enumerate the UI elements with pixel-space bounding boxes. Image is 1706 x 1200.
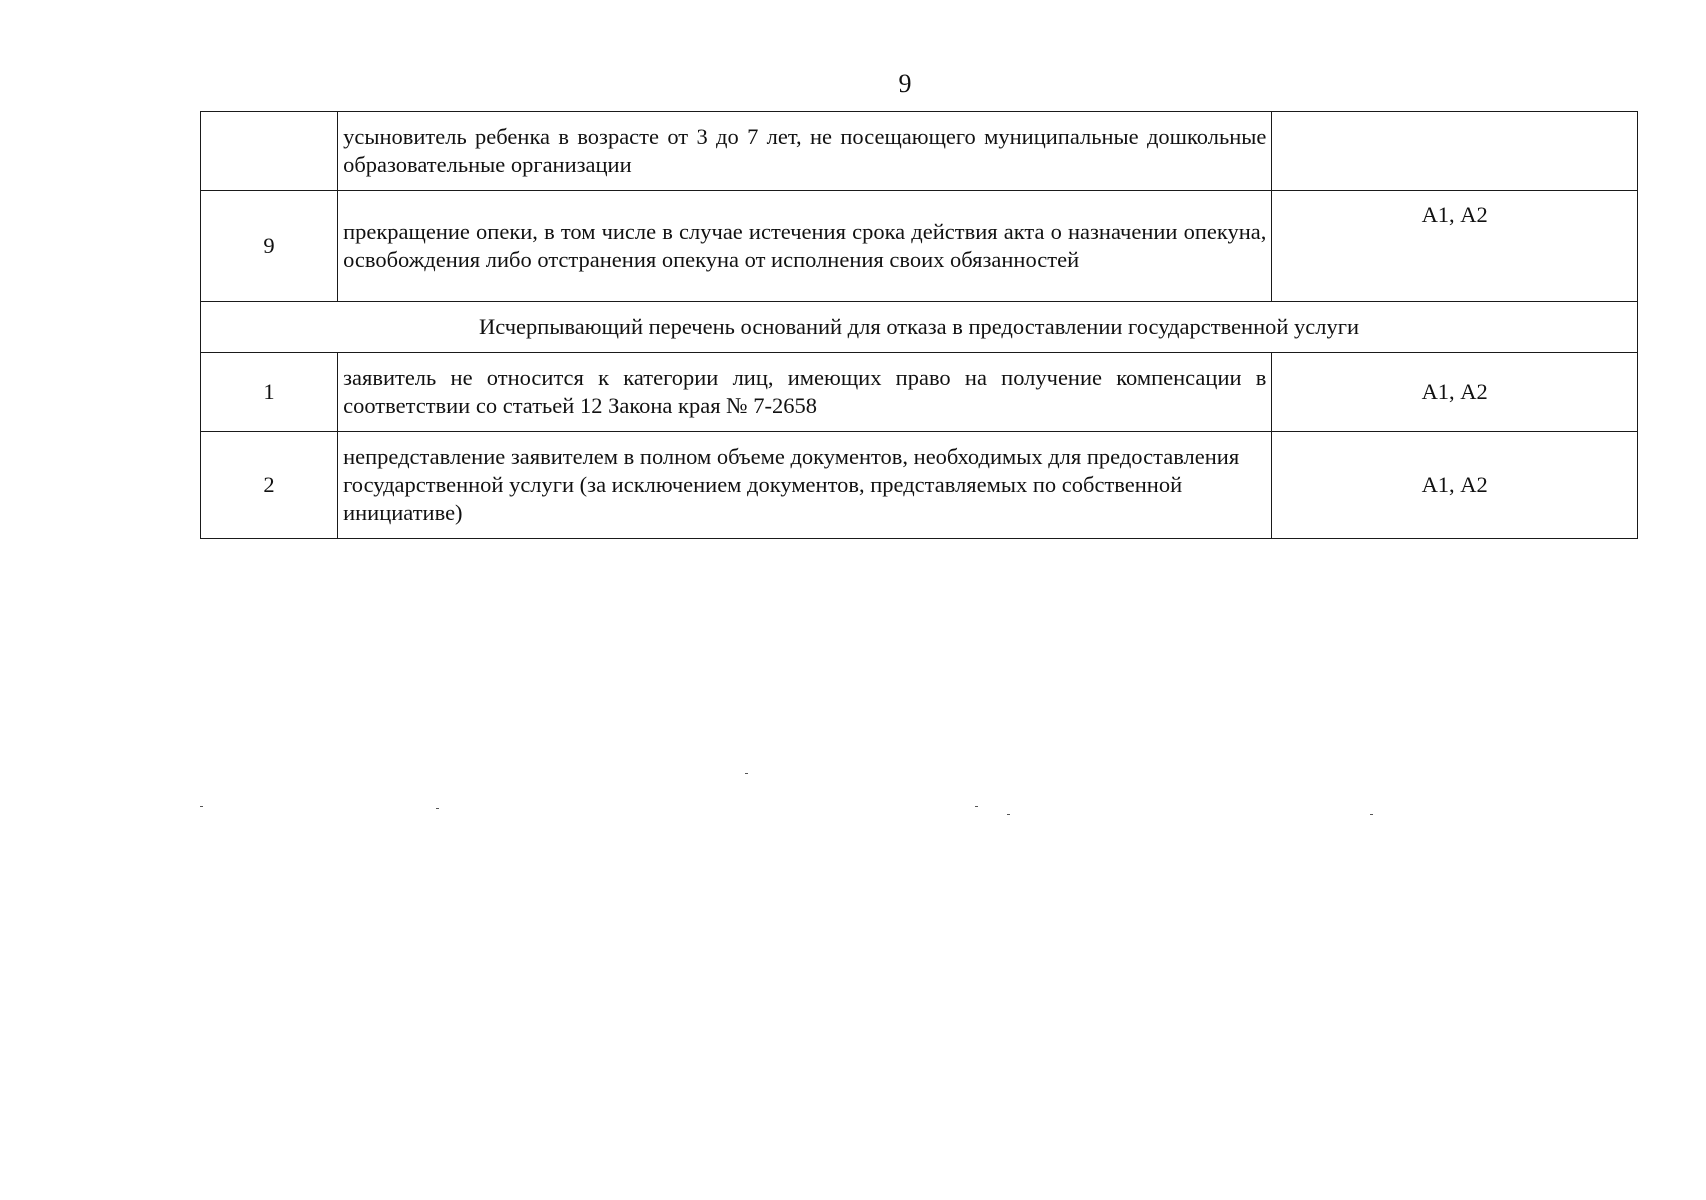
row-number (201, 112, 338, 191)
row-description: непредставление заявителем в полном объеме документов, необходимых для предоставления государственной услуги (за исключением документов, представляемых по собственной инициативе) (338, 432, 1272, 539)
row-number: 1 (201, 353, 338, 432)
page-number: 9 (898, 69, 912, 98)
row-description: усыновитель ребенка в возрасте от 3 до 7 лет, не посещающего муниципальные дошкольные образовательные организации (338, 112, 1272, 191)
row-number: 2 (201, 432, 338, 539)
row-description: прекращение опеки, в том числе в случае истечения срока действия акта о назначении опекуна, освобождения либо отстранения опекуна от исполнения своих обязанностей (338, 191, 1272, 302)
row-description: заявитель не относится к категории лиц, имеющих право на получение компенсации в соответствии со статьей 12 Закона края № 7-2658 (338, 353, 1272, 432)
table-row (201, 432, 1638, 539)
row-codes: А1, А2 (1272, 353, 1638, 432)
section-header-row (201, 302, 1638, 353)
table-row (201, 191, 1638, 302)
table-row (201, 112, 1638, 191)
table-row (201, 353, 1638, 432)
section-header: Исчерпывающий перечень оснований для отказа в предоставлении государственной услуги (201, 302, 1638, 353)
row-codes: А1, А2 (1272, 191, 1638, 302)
row-codes: А1, А2 (1272, 432, 1638, 539)
row-number: 9 (201, 191, 338, 302)
row-codes (1272, 112, 1638, 191)
document-table (200, 111, 1638, 539)
